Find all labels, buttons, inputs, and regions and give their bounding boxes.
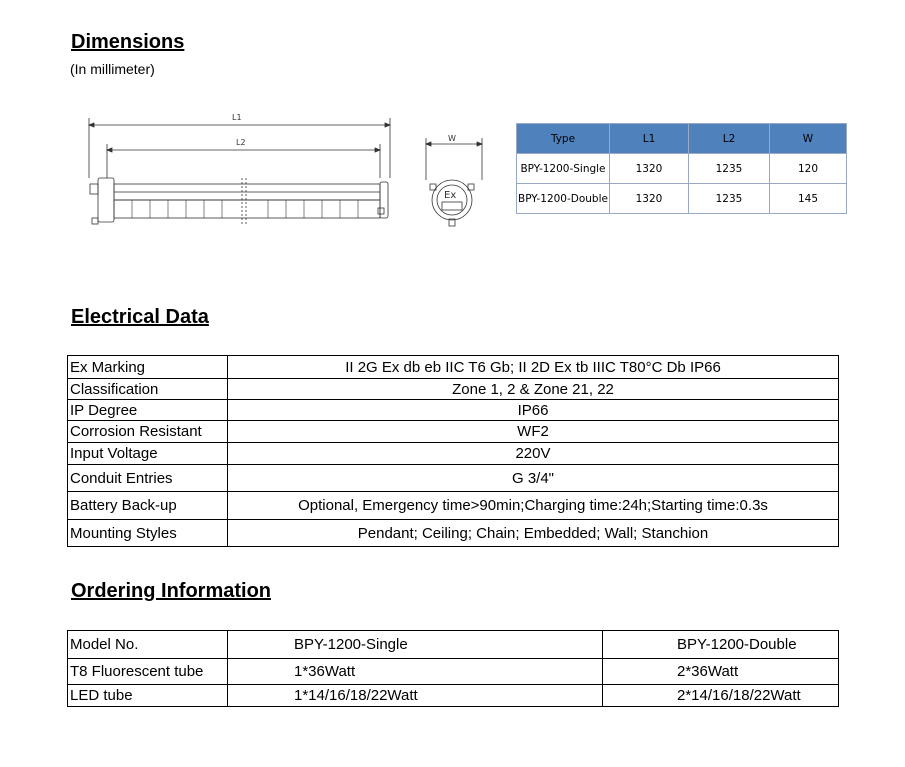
table-row bbox=[68, 659, 839, 685]
table-row bbox=[68, 520, 839, 547]
table-row bbox=[517, 154, 847, 184]
table-label-cell: LED tube bbox=[68, 685, 228, 707]
dimensions-table bbox=[516, 123, 847, 214]
table-cell: 2*14/16/18/22Watt bbox=[603, 685, 839, 707]
table-value-cell: IP66 bbox=[228, 400, 839, 421]
table-label-cell: IP Degree bbox=[68, 400, 228, 421]
table-label-cell: Battery Back-up bbox=[68, 492, 228, 520]
table-header-cell: W bbox=[770, 124, 847, 154]
table-cell: BPY-1200-Single bbox=[228, 631, 603, 659]
table-label-cell: Ex Marking bbox=[68, 356, 228, 379]
table-cell: 1*36Watt bbox=[228, 659, 603, 685]
dimensions-unit-note: (In millimeter) bbox=[70, 61, 155, 77]
table-cell: 2*36Watt bbox=[603, 659, 839, 685]
table-row bbox=[68, 492, 839, 520]
table-label-cell: Corrosion Resistant bbox=[68, 421, 228, 443]
table-label-cell: T8 Fluorescent tube bbox=[68, 659, 228, 685]
table-label-cell: Model No. bbox=[68, 631, 228, 659]
table-value-cell: II 2G Ex db eb IIC T6 Gb; II 2D Ex tb IIIC T80°C Db IP66 bbox=[228, 356, 839, 379]
table-cell: 120 bbox=[770, 154, 847, 184]
table-value-cell: G 3/4" bbox=[228, 465, 839, 492]
table-row bbox=[68, 443, 839, 465]
table-value-cell: 220V bbox=[228, 443, 839, 465]
l1-label: L1 bbox=[232, 113, 242, 122]
w-label: W bbox=[448, 134, 456, 143]
table-label-cell: Mounting Styles bbox=[68, 520, 228, 547]
ordering-information-table bbox=[67, 630, 839, 707]
table-value-cell: WF2 bbox=[228, 421, 839, 443]
electrical-data-heading: Electrical Data bbox=[71, 306, 209, 328]
table-label-cell: Conduit Entries bbox=[68, 465, 228, 492]
table-cell: BPY-1200-Single bbox=[517, 154, 610, 184]
table-row bbox=[68, 356, 839, 379]
l2-label: L2 bbox=[236, 138, 246, 147]
table-cell: 1235 bbox=[689, 184, 770, 214]
table-header-cell: Type bbox=[517, 124, 610, 154]
table-row bbox=[68, 421, 839, 443]
fixture-end-view-drawing bbox=[420, 130, 490, 230]
table-row bbox=[68, 400, 839, 421]
dimensions-heading: Dimensions bbox=[71, 31, 185, 53]
table-cell: 145 bbox=[770, 184, 847, 214]
table-cell: 1320 bbox=[610, 184, 689, 214]
table-cell: 1*14/16/18/22Watt bbox=[228, 685, 603, 707]
table-header-row bbox=[517, 124, 847, 154]
table-header-cell: L1 bbox=[610, 124, 689, 154]
fixture-side-view-drawing bbox=[80, 108, 400, 233]
table-row bbox=[68, 685, 839, 707]
table-row bbox=[517, 184, 847, 214]
electrical-data-table bbox=[67, 355, 839, 547]
table-row bbox=[68, 465, 839, 492]
table-row bbox=[68, 631, 839, 659]
ex-mark-label: Ex bbox=[444, 190, 457, 201]
table-cell: 1235 bbox=[689, 154, 770, 184]
ordering-information-heading: Ordering Information bbox=[71, 580, 271, 602]
table-value-cell: Optional, Emergency time>90min;Charging time:24h;Starting time:0.3s bbox=[228, 492, 839, 520]
table-label-cell: Classification bbox=[68, 379, 228, 400]
table-cell: BPY-1200-Double bbox=[517, 184, 610, 214]
table-header-cell: L2 bbox=[689, 124, 770, 154]
table-row bbox=[68, 379, 839, 400]
table-cell: 1320 bbox=[610, 154, 689, 184]
table-value-cell: Pendant; Ceiling; Chain; Embedded; Wall; Stanchion bbox=[228, 520, 839, 547]
table-value-cell: Zone 1, 2 & Zone 21, 22 bbox=[228, 379, 839, 400]
table-label-cell: Input Voltage bbox=[68, 443, 228, 465]
table-cell: BPY-1200-Double bbox=[603, 631, 839, 659]
